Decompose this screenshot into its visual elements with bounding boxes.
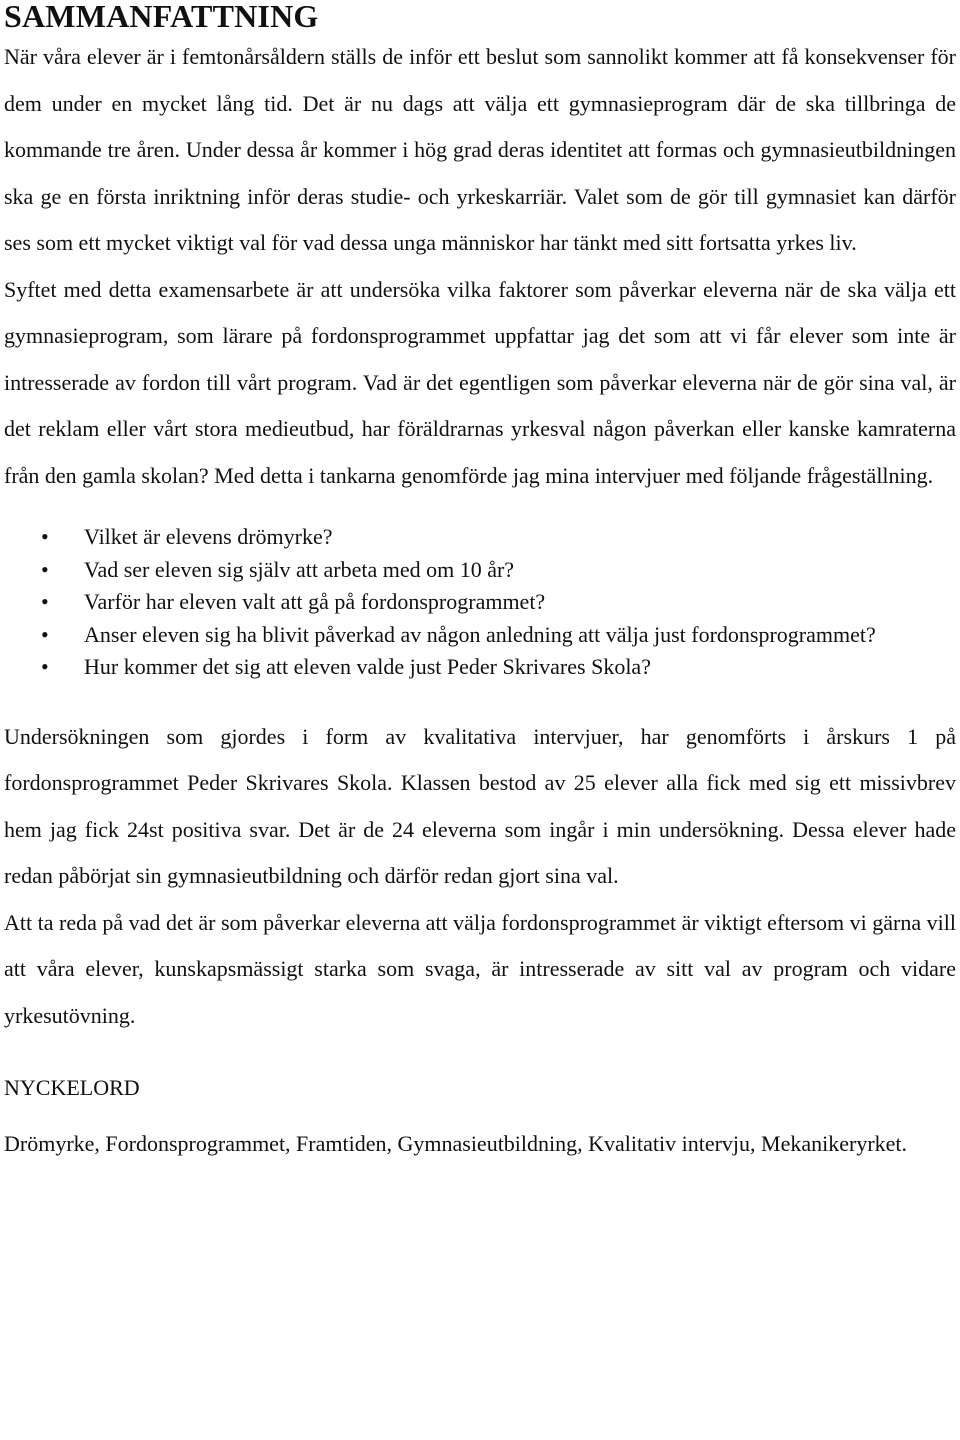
paragraph-method: Undersökningen som gjordes i form av kvalitativa intervjuer, har genomförts i årskurs 1 på fordonsprogrammet Peder Skrivares Skola. Klassen bestod av 25 elever alla fick med sig ett missivbrev hem jag fick 24st positiva svar. Det är de 24 eleverna som ingår i min undersökning. Dessa elever hade redan påbörjat sin gymnasieutbildning och därför redan gjort sina val. bbox=[4, 723, 956, 888]
list-item bbox=[41, 651, 956, 684]
bullet-icon: • bbox=[41, 556, 49, 582]
bullet-icon: • bbox=[41, 524, 49, 549]
question-text: Anser eleven sig ha blivit påverkad av någon anledning att välja just fordonsprogrammet? bbox=[84, 621, 876, 647]
list-item bbox=[41, 586, 956, 619]
question-text: Varför har eleven valt att gå på fordonsprogrammet? bbox=[84, 589, 546, 614]
list-item bbox=[41, 554, 956, 587]
bullet-icon: • bbox=[41, 621, 49, 647]
list-item bbox=[41, 619, 956, 652]
paragraph-motivation: Att ta reda på vad det är som påverkar eleverna att välja fordonsprogrammet är viktigt eftersom vi gärna vill att våra elever, kunskapsmässigt starka som svaga, är intresserade av sitt val av program och vidare yrkesutövning. bbox=[4, 909, 956, 1028]
list-item bbox=[41, 521, 956, 554]
section-title: SAMMANFATTNING bbox=[4, 0, 319, 34]
keywords-text: Drömyrke, Fordonsprogrammet, Framtiden, Gymnasieutbildning, Kvalitativ intervju, Mekanikeryrket. bbox=[4, 1131, 908, 1156]
question-text: Hur kommer det sig att eleven valde just Peder Skrivares Skola? bbox=[84, 654, 651, 679]
bullet-icon: • bbox=[41, 589, 49, 614]
bullet-icon: • bbox=[41, 654, 49, 679]
question-list bbox=[4, 521, 956, 684]
keywords-heading: NYCKELORD bbox=[4, 1075, 140, 1100]
paragraph-introduction: När våra elever är i femtonårsåldern ställs de inför ett beslut som sannolikt kommer att få konsekvenser för dem under en mycket lång tid. Det är nu dags att välja ett gymnasieprogram där de ska tillbringa de kommande tre åren. Under dessa år kommer i hög grad deras identitet att formas och gymnasieutbildningen ska ge en första inriktning inför deras studie- och yrkeskarriär. Valet som de gör till gymnasiet kan därför ses som ett mycket viktigt val för vad dessa unga människor har tänkt med sitt fortsatta yrkes liv. bbox=[4, 44, 956, 255]
paragraph-purpose: Syftet med detta examensarbete är att undersöka vilka faktorer som påverkar eleverna när de ska välja ett gymnasieprogram, som lärare på fordonsprogrammet uppfattar jag det som att vi får elever som inte är intresserade av fordon till vårt program. Vad är det egentligen som påverkar eleverna när de gör sina val, är det reklam eller vårt stora medieutbud, har föräldrarnas yrkesval någon påverkan eller kanske kamraterna från den gamla skolan? Med detta i tankarna genomförde jag mina intervjuer med följande frågeställning. bbox=[4, 276, 956, 488]
question-text: Vilket är elevens drömyrke? bbox=[84, 524, 333, 549]
question-text: Vad ser eleven sig själv att arbeta med om 10 år? bbox=[84, 556, 515, 582]
